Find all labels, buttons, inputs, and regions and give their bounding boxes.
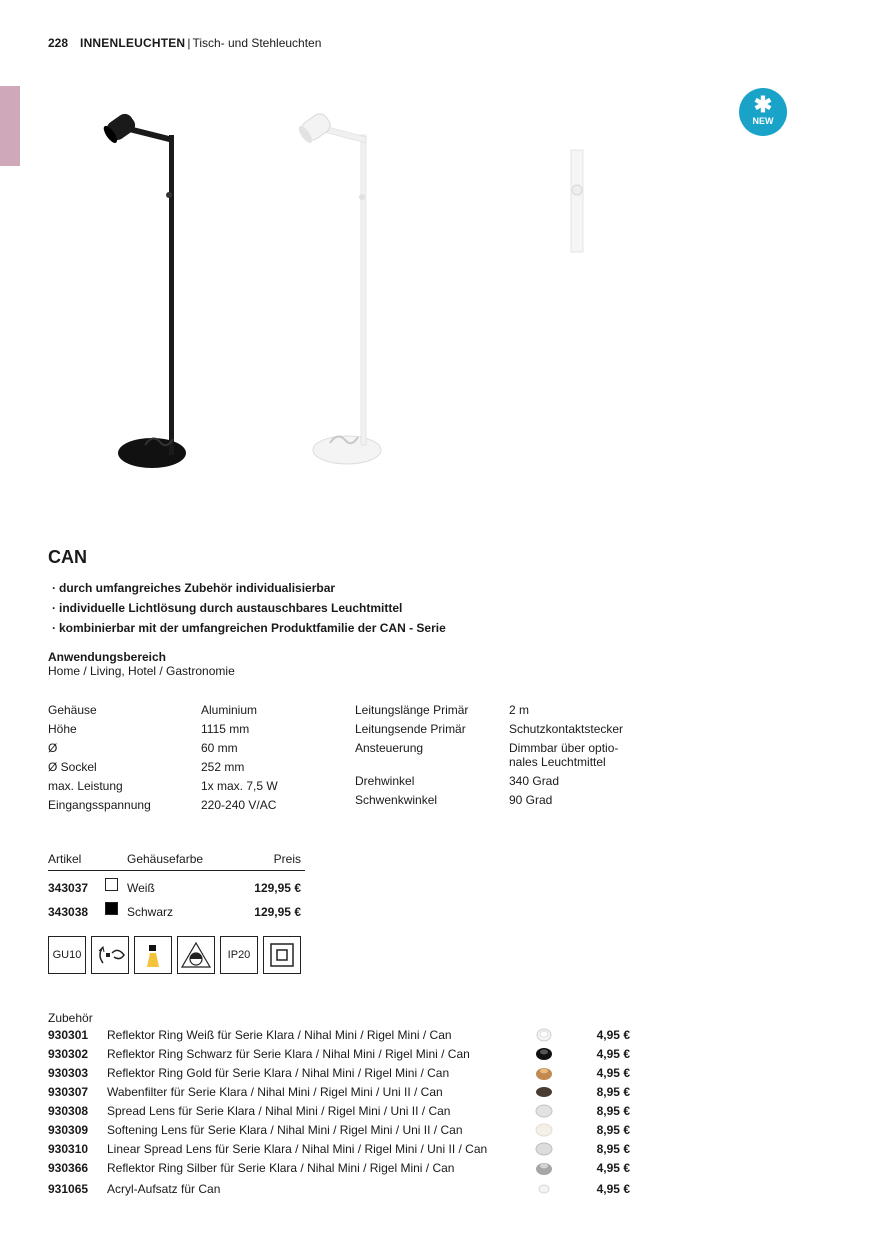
- spec-value: 90 Grad: [509, 793, 553, 807]
- gu10-label: GU10: [52, 949, 82, 961]
- accessory-row: [0, 1123, 875, 1142]
- spec-value: 252 mm: [201, 760, 245, 774]
- price-column-header: Preis: [273, 852, 301, 866]
- accessory-number: 931065: [48, 1182, 89, 1196]
- header-category: INNENLEUCHTEN: [80, 36, 186, 50]
- color-swatch-white: [105, 878, 118, 891]
- accessory-thumbnail: [535, 1047, 553, 1061]
- application-label: Anwendungsbereich: [48, 650, 167, 664]
- accessory-number: 930308: [48, 1104, 89, 1118]
- spec-label: Ø: [48, 741, 58, 755]
- accessory-description: Wabenfilter für Serie Klara / Nihal Mini / Rigel Mini / Uni II / Can: [107, 1085, 443, 1099]
- accessory-row: [0, 1104, 875, 1123]
- article-number: 343038: [48, 905, 89, 919]
- star-icon: ✱: [753, 92, 773, 117]
- article-row: [0, 905, 875, 923]
- accessory-price: 4,95 €: [596, 1161, 630, 1175]
- spec-value: 1115 mm: [201, 722, 250, 736]
- accessory-thumbnail: [535, 1123, 553, 1137]
- accessory-thumbnail: [535, 1028, 553, 1042]
- accessory-price: 8,95 €: [596, 1123, 630, 1137]
- new-badge: [739, 88, 787, 136]
- accessory-description: Reflektor Ring Silber für Serie Klara / Nihal Mini / Rigel Mini / Can: [107, 1161, 455, 1175]
- accessory-description: Spread Lens für Serie Klara / Nihal Mini / Rigel Mini / Uni II / Can: [107, 1104, 451, 1118]
- rotate-swivel-icon: [91, 936, 129, 974]
- accessory-row: [0, 1142, 875, 1161]
- spec-label: max. Leistung: [48, 779, 123, 793]
- feature-bullet: · kombinierbar mit der umfangreichen Produktfamilie der CAN - Serie: [52, 620, 446, 640]
- product-title: CAN: [48, 547, 87, 567]
- black-floor-lamp-image: [95, 105, 195, 475]
- accessory-price: 4,95 €: [596, 1047, 630, 1061]
- accessory-row: [0, 1066, 875, 1085]
- accessory-price: 8,95 €: [596, 1104, 630, 1118]
- accessory-description: Reflektor Ring Gold für Serie Klara / Nihal Mini / Rigel Mini / Can: [107, 1066, 450, 1080]
- spec-label: Ø Sockel: [48, 760, 97, 774]
- accessory-number: 930301: [48, 1028, 89, 1042]
- spec-label: Höhe: [48, 722, 77, 736]
- spec-label: Ansteuerung: [355, 741, 424, 755]
- spec-label: Gehäuse: [48, 703, 97, 717]
- header-separator: |: [187, 36, 191, 50]
- spec-value: Schutzkontaktstecker: [509, 722, 624, 736]
- white-floor-lamp-image: [290, 105, 390, 475]
- article-row: [0, 881, 875, 899]
- spec-value: 1x max. 7,5 W: [201, 779, 278, 793]
- feature-bullet: · individuelle Lichtlösung durch austauschbares Leuchtmittel: [52, 600, 446, 620]
- accessory-thumbnail: [535, 1161, 553, 1175]
- accessory-price: 4,95 €: [596, 1182, 630, 1196]
- accessory-description: Reflektor Ring Schwarz für Serie Klara / Nihal Mini / Rigel Mini / Can: [107, 1047, 470, 1061]
- accessory-row: [0, 1085, 875, 1104]
- spec-value: Aluminium: [201, 703, 258, 717]
- spec-value: 220-240 V/AC: [201, 798, 277, 812]
- article-column-header: Artikel: [48, 852, 82, 866]
- accessory-row: [0, 1028, 875, 1047]
- accessory-number: 930310: [48, 1142, 89, 1156]
- spec-value: Dimmbar über optio-: [509, 741, 619, 755]
- accessory-thumbnail: [535, 1182, 553, 1196]
- article-table-header: [48, 852, 305, 871]
- accessory-description: Acryl-Aufsatz für Can: [107, 1182, 221, 1196]
- accessory-number: 930366: [48, 1161, 89, 1175]
- accessory-thumbnail: [535, 1142, 553, 1156]
- ip20-icon: [220, 936, 258, 974]
- article-number: 343037: [48, 881, 89, 895]
- article-price: 129,95 €: [254, 881, 301, 895]
- spec-label: Leitungsende Primär: [355, 722, 466, 736]
- accessories-label: Zubehör: [48, 1011, 93, 1025]
- accessory-thumbnail: [535, 1104, 553, 1118]
- spec-value: 60 mm: [201, 741, 238, 755]
- accessory-price: 4,95 €: [596, 1028, 630, 1042]
- accessory-description: Linear Spread Lens für Serie Klara / Nihal Mini / Rigel Mini / Uni II / Can: [107, 1142, 488, 1156]
- ip20-label: IP20: [227, 949, 251, 961]
- lamp-detail-image: [565, 148, 591, 256]
- accessory-row: [0, 1047, 875, 1066]
- spec-label: Eingangsspannung: [48, 798, 151, 812]
- accessory-row: [0, 1182, 875, 1201]
- article-price: 129,95 €: [254, 905, 301, 919]
- triangle-f-mark-icon: [177, 936, 215, 974]
- header-subcategory: Tisch- und Stehleuchten: [192, 36, 322, 50]
- page-header: [48, 36, 321, 50]
- spec-value-continued: nales Leuchtmittel: [509, 755, 606, 769]
- accessory-number: 930303: [48, 1066, 89, 1080]
- accessory-price: 4,95 €: [596, 1066, 630, 1080]
- gu10-icon: [48, 936, 86, 974]
- spec-value: 340 Grad: [509, 774, 560, 788]
- section-color-tab: [0, 86, 20, 166]
- color-column-header: Gehäusefarbe: [127, 852, 204, 866]
- accessory-number: 930309: [48, 1123, 89, 1137]
- article-color: Weiß: [127, 881, 155, 895]
- spec-label: Leitungslänge Primär: [355, 703, 469, 717]
- application-value: Home / Living, Hotel / Gastronomie: [48, 664, 235, 678]
- new-badge-label: NEW: [752, 116, 774, 126]
- accessory-number: 930307: [48, 1085, 89, 1099]
- feature-bullet: · durch umfangreiches Zubehör individualisierbar: [52, 580, 446, 600]
- page-number: 228: [48, 36, 69, 50]
- accessory-thumbnail: [535, 1085, 553, 1099]
- article-color: Schwarz: [127, 905, 174, 919]
- accessory-description: Softening Lens für Serie Klara / Nihal Mini / Rigel Mini / Uni II / Can: [107, 1123, 463, 1137]
- spec-label: Schwenkwinkel: [355, 793, 438, 807]
- accessory-price: 8,95 €: [596, 1142, 630, 1156]
- accessory-thumbnail: [535, 1066, 553, 1080]
- accessory-price: 8,95 €: [596, 1085, 630, 1099]
- spec-label: Drehwinkel: [355, 774, 415, 788]
- spec-value: 2 m: [509, 703, 530, 717]
- protection-class-2-icon: [263, 936, 301, 974]
- accessory-row: [0, 1161, 875, 1180]
- color-swatch-black: [105, 902, 118, 915]
- accessory-description: Reflektor Ring Weiß für Serie Klara / Nihal Mini / Rigel Mini / Can: [107, 1028, 452, 1042]
- light-beam-icon: [134, 936, 172, 974]
- feature-list: [52, 580, 446, 640]
- accessory-number: 930302: [48, 1047, 89, 1061]
